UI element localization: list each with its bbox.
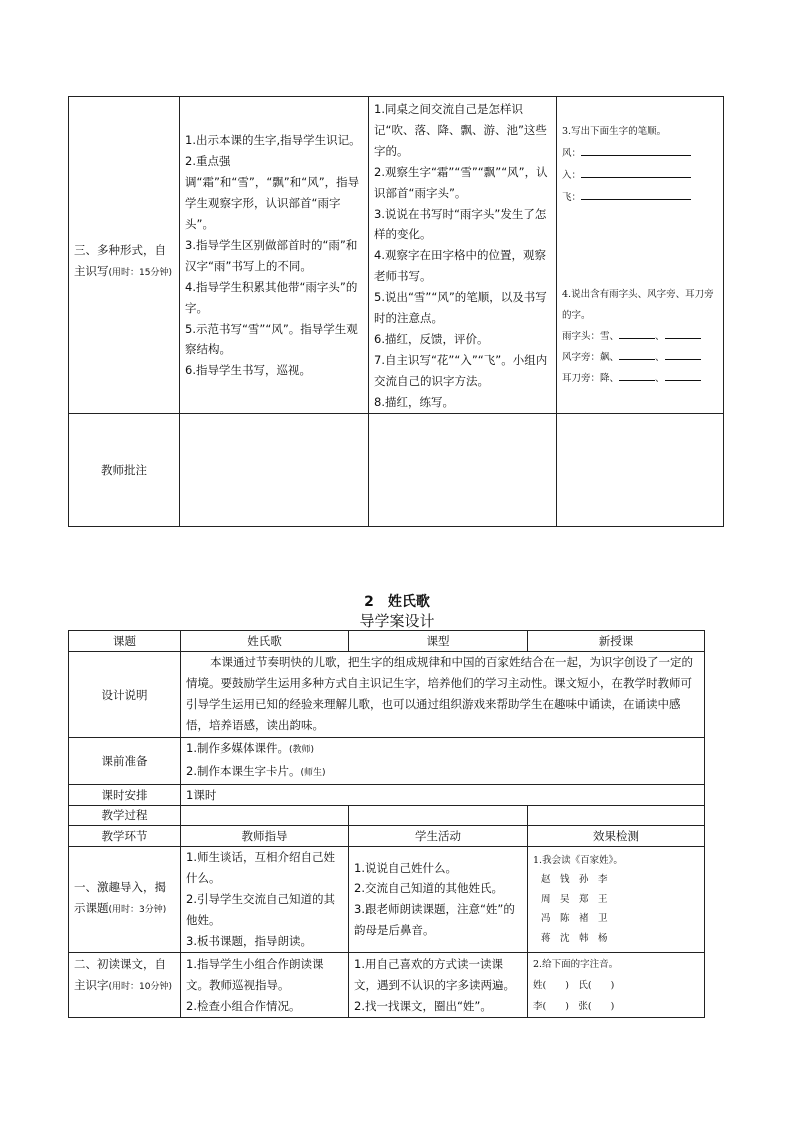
stroke-order-label: 风： <box>562 148 582 159</box>
step2-time: (用时：10分钟) <box>108 981 172 992</box>
effect-check-cell <box>557 97 724 414</box>
design-text-cell <box>181 652 705 738</box>
empty-cell <box>528 805 705 825</box>
student-activity-cell <box>369 97 557 414</box>
separator: 、 <box>655 331 665 342</box>
step2-effect-title: 2.给下面的字注音。 <box>533 958 619 970</box>
step1-label-cell <box>69 846 181 952</box>
teacher-guide-cell <box>180 97 369 414</box>
step2-teacher-cell <box>181 952 349 1017</box>
pinyin-blank-row[interactable]: 姓( ) 氏( ) <box>533 979 615 991</box>
step2-label: 二、初读课文，自主识字 <box>74 956 166 992</box>
student-activity-item: 3.说说在书写时“雨字头”发生了怎样的变化。 <box>374 206 547 242</box>
section-time: (用时：15分钟) <box>108 267 172 278</box>
radical-label: 耳刀旁：降、 <box>562 373 620 384</box>
answer-blank[interactable] <box>581 189 691 200</box>
answer-blank[interactable] <box>619 328 655 339</box>
teacher-guide-item: 6.指导学生书写，巡视。 <box>185 363 311 378</box>
empty-cell <box>349 805 528 825</box>
step1-student-item: 2.交流自己知道的其他姓氏。 <box>354 881 503 896</box>
prep-label: 课前准备 <box>69 738 181 785</box>
step1-student-cell <box>349 846 528 952</box>
prep-note: (教师) <box>288 745 315 755</box>
prep-item: 2.制作本课生字卡片。 <box>186 763 301 778</box>
student-activity-item: 2.观察生字“霜”“雪”“飘”“风”，认识部首“雨字头”。 <box>374 164 548 200</box>
student-activity-item: 4.观察字在田字格中的位置，观察老师书写。 <box>374 248 546 284</box>
teacher-guide-item: 2.重点强调“霜”和“雪”，“飘”和“风”，指导学生观察字形，认识部首“雨字头”。 <box>185 154 360 231</box>
answer-blank[interactable] <box>619 349 655 360</box>
step1-teacher-cell <box>181 846 349 952</box>
teacher-guide-item: 4.指导学生积累其他带“雨字头”的字。 <box>185 279 358 315</box>
step1-effect-cell <box>528 846 705 952</box>
step2-student-cell <box>349 952 528 1017</box>
topic-value: 姓氏歌 <box>181 631 349 652</box>
lesson-title: 2 姓氏歌 <box>364 594 430 610</box>
surname-row: 冯 陈 褚 卫 <box>541 913 608 925</box>
design-text: 本课通过节奏明快的儿歌，把生字的组成规律和中国的百家姓结合在一起，为识字创设了一定的情境。要鼓励学生运用多种方式自主识记生字，培养他们的学习主动性。课文短小，在教学时教师可引导学生运用已知的经验来理解儿歌，也可以通过组织游戏来帮助学生在趣味中诵读，在诵读中感悟，培养语感，读出韵味。 <box>186 655 693 732</box>
surname-row: 周 吴 郑 王 <box>541 893 608 905</box>
step1-time: (用时：3分钟) <box>108 905 167 916</box>
time-value: 1课时 <box>186 787 217 802</box>
step1-effect-title: 1.我会读《百家姓》。 <box>533 854 623 866</box>
separator: 、 <box>655 373 665 384</box>
step2-effect-cell <box>528 952 705 1017</box>
top-lesson-table <box>68 96 724 527</box>
pinyin-blank-row[interactable]: 李( ) 张( ) <box>533 1000 615 1012</box>
step1-student-item: 1.说说自己姓什么。 <box>354 860 457 875</box>
time-label: 课时安排 <box>69 784 181 805</box>
empty-cell <box>181 805 349 825</box>
answer-blank[interactable] <box>581 145 691 156</box>
stroke-order-label: 飞： <box>562 192 582 203</box>
step2-student-item: 2.找一找课文，圈出“姓”。 <box>354 998 492 1013</box>
step2-teacher-item: 1.指导学生小组合作朗读课文。教师巡视指导。 <box>186 956 324 992</box>
answer-blank[interactable] <box>619 370 655 381</box>
prep-item: 1.制作多媒体课件。 <box>186 741 289 755</box>
topic-label: 课题 <box>69 631 181 652</box>
type-label: 课型 <box>349 631 528 652</box>
step2-student-item: 1.用自己喜欢的方式读一读课文，遇到不认识的字多读两遍。 <box>354 956 515 992</box>
student-activity-item: 6.描红，反馈，评价。 <box>374 331 489 346</box>
radical-label: 雨字头：雪、 <box>562 331 620 342</box>
step1-teacher-item: 1.师生谈话，互相介绍自己姓什么。 <box>186 850 335 885</box>
teacher-note-cell[interactable] <box>369 413 557 526</box>
effect-q4: 4.说出含有雨字头、风字旁、耳刀旁的字。 <box>562 289 714 321</box>
teacher-note-cell[interactable] <box>557 413 724 526</box>
separator: 、 <box>655 352 665 363</box>
teacher-guide-item: 5.示范书写“雪”“风”。指导学生观察结构。 <box>185 321 358 357</box>
teacher-guide-item: 1.出示本课的生字,指导学生识记。 <box>185 133 361 148</box>
section-label-cell <box>69 97 180 414</box>
answer-blank[interactable] <box>665 349 701 360</box>
prep-cell <box>181 738 705 785</box>
teacher-note-cell[interactable] <box>180 413 369 526</box>
section-label: 三、多种形式，自主识写 <box>74 242 166 278</box>
answer-blank[interactable] <box>581 167 691 178</box>
teacher-note-label-cell <box>69 413 180 526</box>
lesson-plan-table <box>68 630 705 1018</box>
step1-teacher-item: 3.板书课题，指导朗读。 <box>186 933 312 948</box>
answer-blank[interactable] <box>665 370 701 381</box>
student-activity-item: 5.说出“雪”“风”的笔顺，以及书写时的注意点。 <box>374 290 547 326</box>
type-value: 新授课 <box>528 631 705 652</box>
teacher-guide-item: 3.指导学生区别做部首时的“雨”和汉字“雨”书写上的不同。 <box>185 237 358 273</box>
prep-note: (师生) <box>300 767 326 778</box>
radical-label: 风字旁：飙、 <box>562 352 620 363</box>
time-cell <box>181 784 705 805</box>
step1-student-item: 3.跟老师朗读课题，注意“姓”的韵母是后鼻音。 <box>354 902 515 938</box>
answer-blank[interactable] <box>665 328 701 339</box>
column-header: 学生活动 <box>349 825 528 846</box>
student-activity-item: 8.描红，练写。 <box>374 394 454 409</box>
column-header: 效果检测 <box>528 825 705 846</box>
effect-q3: 3.写出下面生字的笔顺。 <box>562 126 667 137</box>
surname-row: 赵 钱 孙 李 <box>541 874 608 886</box>
step1-teacher-item: 2.引导学生交流自己知道的其他姓。 <box>186 891 335 927</box>
step2-teacher-item: 2.检查小组合作情况。 <box>186 998 301 1013</box>
student-activity-item: 1.同桌之间交流自己是怎样识记“吹、落、降、飘、游、池”这些字的。 <box>374 102 547 158</box>
process-label: 教学过程 <box>69 805 181 825</box>
student-activity-item: 7.自主识写“花”“入”“飞”。小组内交流自己的识字方法。 <box>374 352 548 388</box>
lesson-subtitle: 导学案设计 <box>359 612 435 630</box>
teacher-note-label: 教师批注 <box>101 462 147 477</box>
step2-label-cell <box>69 952 181 1017</box>
column-header: 教学环节 <box>69 825 181 846</box>
step1-label: 一、激趣导入，揭示课题 <box>74 880 166 916</box>
design-label: 设计说明 <box>69 652 181 738</box>
surname-row: 蒋 沈 韩 杨 <box>541 932 608 944</box>
stroke-order-label: 入： <box>562 170 582 181</box>
column-header: 教师指导 <box>181 825 349 846</box>
